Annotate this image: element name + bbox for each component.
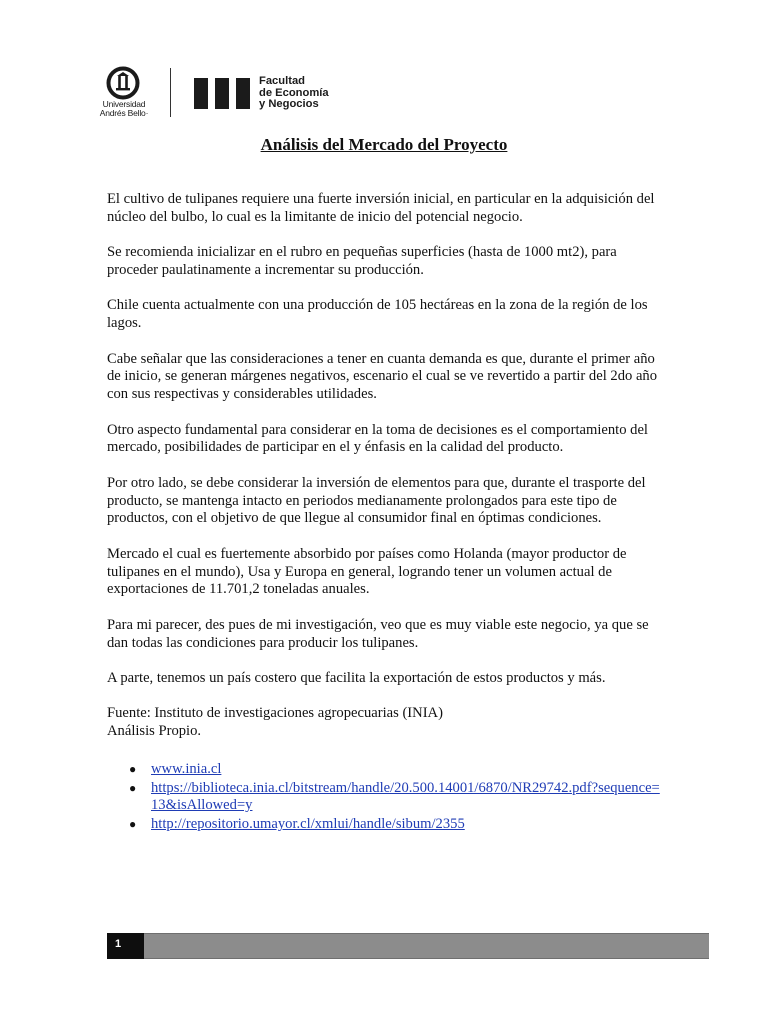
paragraph: Cabe señalar que las consideraciones a tener en cuanta demanda es que, durante el primer año de inicio, se generan márgenes negativos, escenario el cual se ve revertido a partir del 2do año con sus respectivas y considerables utilidades. (107, 350, 658, 403)
paragraph: Para mi parecer, des pues de mi investigación, veo que es muy viable este negocio, ya que se dan todas las condiciones para producir los tulipanes. (107, 616, 649, 651)
footer-bar (107, 933, 709, 959)
paragraph: Por otro lado, se debe considerar la inversión de elementos para que, durante el trasporte del producto, se mantenga intacto en periodos medianamente prolongados para este tipo de productos, con el objetivo de que llegue al consumidor final en óptimas condiciones. (107, 474, 646, 527)
source-line: Fuente: Instituto de investigaciones agropecuarias (INIA) (107, 705, 443, 722)
faculty-name-line-1: Facultad (259, 75, 306, 87)
reference-links (107, 761, 662, 834)
document-body (107, 191, 662, 835)
logo-divider (170, 68, 171, 117)
paragraph: Chile cuenta actualmente con una producción de 105 hectáreas en la zona de la región de los lagos. (107, 297, 648, 332)
list-item (107, 761, 662, 779)
document-title: Análisis del Mercado del Proyecto (260, 135, 508, 154)
faculty-name (259, 76, 329, 111)
reference-link[interactable]: www.inia.cl (151, 760, 222, 777)
paragraph: Mercado el cual es fuertemente absorbido por países como Holanda (mayor productor de tulipanes en el mundo), Usa y Europa en general, logrando tener un volumen actual de exportaciones de 11.701,2 toneladas anuales. (107, 545, 627, 598)
university-name-line-2: Andrés Bello· (99, 108, 149, 118)
page-number: 1 (107, 933, 144, 959)
bullet-icon: ● (129, 780, 137, 795)
bullet-icon: ● (129, 817, 137, 832)
faculty-name-line-3: y Negocios (259, 98, 319, 110)
paragraph: Se recomienda inicializar en el rubro en pequeñas superficies (hasta de 1000 mt2), para proceder paulatinamente a incrementar su producción. (107, 244, 617, 278)
university-name (92, 100, 156, 118)
list-item (107, 780, 662, 816)
faculty-bars-icon (194, 78, 250, 109)
source-line: Análisis Propio. (107, 723, 202, 740)
faculty-name-line-2: de Economía (259, 86, 329, 99)
university-logo (92, 66, 156, 120)
university-emblem-icon (106, 66, 140, 100)
reference-link[interactable]: http://repositorio.umayor.cl/xmlui/handle/sibum/2355 (151, 816, 465, 833)
paragraph: Otro aspecto fundamental para considerar en la toma de decisiones es el comportamiento del mercado, posibilidades de participar en el y énfasis en la calidad del producto. (107, 421, 648, 456)
list-item (107, 816, 662, 834)
paragraph: A parte, tenemos un país costero que facilita la exportación de estos productos y más. (107, 669, 606, 686)
bullet-icon: ● (129, 761, 137, 776)
university-name-line-1: Universidad (102, 99, 146, 109)
paragraph: El cultivo de tulipanes requiere una fuerte inversión inicial, en particular en la adquisición del núcleo del bulbo, lo cual es la limitante de inicio del potencial negocio. (107, 191, 655, 225)
reference-link[interactable]: https://biblioteca.inia.cl/bitstream/handle/20.500.14001/6870/NR29742.pdf?sequence=13&isAllowed=y (151, 779, 660, 814)
